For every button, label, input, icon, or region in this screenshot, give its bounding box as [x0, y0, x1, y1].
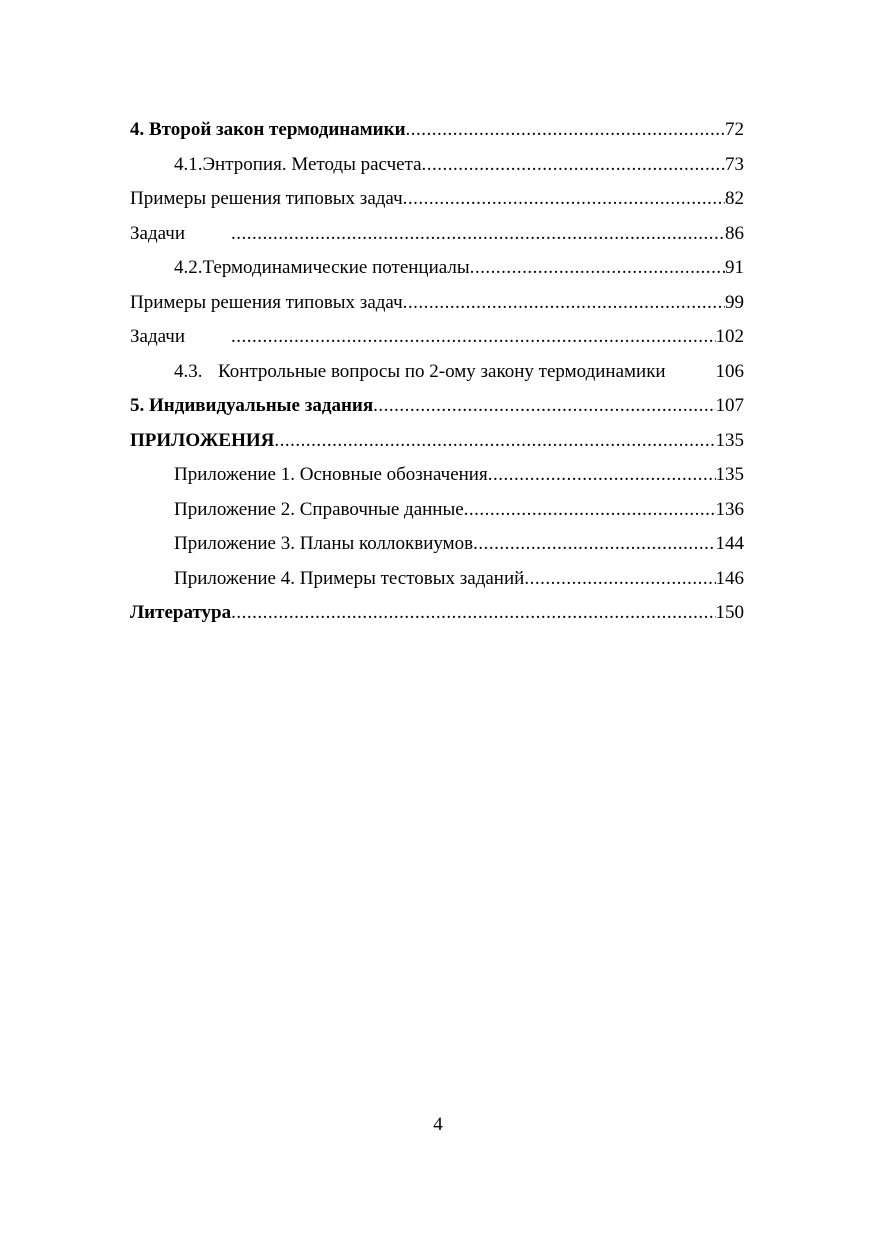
toc-entry-page: 144 — [715, 533, 744, 554]
toc-entry — [130, 424, 744, 459]
toc-entry-title: Примеры решения типовых задач — [130, 291, 403, 313]
toc-entry — [130, 527, 744, 562]
dot-leader — [422, 148, 725, 183]
toc-entry-number: 4.1. — [174, 153, 203, 175]
toc-entry-page: 86 — [725, 222, 744, 244]
toc-entry-title: Термодинамические потенциалы — [202, 257, 470, 278]
toc-entry-title: Приложение 3. Планы коллоквиумов — [174, 533, 474, 554]
toc-entry-title: Задачи — [130, 222, 186, 244]
page-number: 4 — [433, 1114, 443, 1135]
toc-entry-number: 4.3. — [174, 360, 203, 382]
dot-leader — [406, 113, 725, 148]
dot-leader — [470, 251, 725, 286]
table-of-contents — [130, 113, 744, 631]
toc-entry — [130, 182, 744, 217]
toc-entry-page: 150 — [715, 602, 744, 623]
dot-leader — [274, 424, 715, 459]
dot-leader — [231, 217, 725, 252]
toc-entry — [130, 148, 744, 183]
toc-entry-title: 4. Второй закон термодинамики — [130, 119, 406, 140]
toc-entry — [130, 458, 744, 493]
toc-entry — [130, 113, 744, 148]
toc-entry-page: 135 — [715, 429, 744, 451]
toc-entry-page: 136 — [715, 498, 744, 520]
toc-entry — [130, 355, 744, 390]
toc-entry — [130, 320, 744, 355]
dot-leader — [231, 320, 715, 355]
toc-entry-title: Энтропия. Методы расчета — [202, 153, 422, 175]
toc-entry — [130, 286, 744, 321]
dot-leader — [488, 458, 716, 493]
toc-entry-page: 91 — [725, 257, 744, 278]
dot-leader — [464, 493, 716, 528]
toc-entry-page: 107 — [715, 395, 744, 416]
dot-leader — [403, 286, 725, 321]
dot-leader — [403, 182, 725, 217]
toc-entry-title: ПРИЛОЖЕНИЯ — [130, 429, 275, 451]
toc-entry — [130, 389, 744, 424]
toc-entry-number: 4.2. — [174, 257, 203, 278]
dot-leader — [473, 527, 715, 562]
toc-entry-page: 146 — [715, 567, 744, 589]
toc-entry — [130, 562, 744, 597]
toc-entry — [130, 251, 744, 286]
dot-leader — [524, 562, 715, 597]
toc-entry — [130, 493, 744, 528]
toc-entry-page: 99 — [725, 291, 744, 313]
toc-entry-title: 5. Индивидуальные задания — [130, 395, 374, 416]
toc-entry-title: Приложение 2. Справочные данные — [174, 498, 464, 520]
toc-entry-page: 72 — [725, 119, 744, 140]
toc-entry-title: Литература — [130, 602, 232, 623]
toc-entry-title: Примеры решения типовых задач — [130, 188, 403, 209]
toc-entry — [130, 596, 744, 631]
toc-entry-page: 102 — [715, 326, 744, 347]
toc-entry-page: 106 — [715, 360, 744, 382]
toc-entry — [130, 217, 744, 252]
toc-entry-title: Задачи — [130, 326, 186, 347]
toc-entry-title: Приложение 1. Основные обозначения — [174, 464, 488, 485]
toc-entry-page: 82 — [725, 188, 744, 209]
dot-leader — [373, 389, 715, 424]
toc-entry-title: Приложение 4. Примеры тестовых заданий — [174, 567, 525, 589]
toc-entry-page: 135 — [715, 464, 744, 485]
toc-entry-title: Контрольные вопросы по 2-ому закону термодинамики — [218, 360, 666, 382]
dot-leader — [231, 596, 715, 631]
toc-entry-page: 73 — [725, 153, 744, 175]
